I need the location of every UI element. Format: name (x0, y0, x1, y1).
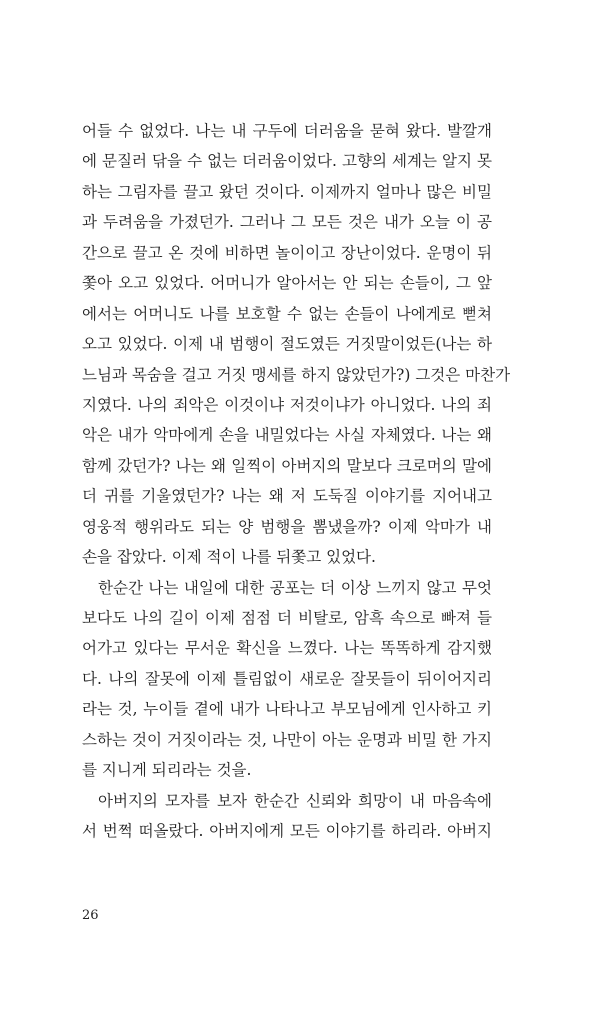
body-text (82, 116, 511, 847)
text-line: 영웅적 행위라도 되는 양 범행을 뽐냈을까? 이제 악마가 내 (82, 517, 492, 536)
text-line: 다. 나의 잘못에 이제 틀림없이 새로운 잘못들이 뒤이어지리 (82, 669, 492, 688)
text-line: 어들 수 없었다. 나는 내 구두에 더러움을 묻혀 왔다. 발깔개 (82, 122, 492, 140)
paragraph-end-line: 를 지니게 되리라는 것을. (82, 761, 252, 780)
text-line: 느님과 목숨을 걸고 거짓 맹세를 하지 않았던가?) 그것은 마찬가 (82, 365, 511, 384)
text-line: 서 번쩍 떠올랐다. 아버지에게 모든 이야기를 하리라. 아버지 (82, 822, 492, 841)
text-line: 함께 갔던가? 나는 왜 일찍이 아버지의 말보다 크로머의 말에 (82, 456, 492, 475)
text-line: 지였다. 나의 죄악은 이것이냐 저것이냐가 아니었다. 나의 죄 (82, 395, 492, 414)
text-line: 스하는 것이 거짓이라는 것, 나만이 아는 운명과 비밀 한 가지 (82, 730, 492, 749)
paragraph-start-line: 한순간 나는 내일에 대한 공포는 더 이상 느끼지 않고 무엇 (98, 578, 492, 597)
paragraph-end-line: 손을 잡았다. 이제 적이 나를 뒤쫓고 있었다. (82, 548, 376, 567)
text-line: 어가고 있다는 무서운 확신을 느꼈다. 나는 똑똑하게 감지했 (82, 639, 492, 658)
text-line: 에서는 어머니도 나를 보호할 수 없는 손들이 나에게로 뻗쳐 (82, 304, 492, 323)
text-line: 에 문질러 닦을 수 없는 더러움이었다. 고향의 세계는 알지 못 (82, 152, 492, 171)
text-line: 쫓아 오고 있었다. 어머니가 알아서는 안 되는 손들이, 그 앞 (82, 274, 492, 293)
text-line: 오고 있었다. 이제 내 범행이 절도였든 거짓말이었든(나는 하 (82, 335, 492, 354)
text-line: 보다도 나의 길이 이제 점점 더 비탈로, 암흑 속으로 빠져 들 (82, 609, 492, 627)
page-number: 26 (82, 908, 99, 923)
text-line: 과 두려움을 가졌던가. 그러나 그 모든 것은 내가 오늘 이 공 (82, 213, 492, 232)
paragraph-start-line: 아버지의 모자를 보자 한순간 신뢰와 희망이 내 마음속에 (98, 791, 492, 810)
text-line: 악은 내가 악마에게 손을 내밀었다는 사실 자체였다. 나는 왜 (82, 426, 492, 445)
text-line: 더 귀를 기울였던가? 나는 왜 저 도둑질 이야기를 지어내고 (82, 487, 492, 506)
text-line: 간으로 끌고 온 것에 비하면 놀이이고 장난이었다. 운명이 뒤 (82, 243, 492, 262)
text-line: 하는 그림자를 끌고 왔던 것이다. 이제까지 얼마나 많은 비밀 (82, 182, 492, 201)
text-line: 라는 것, 누이들 곁에 내가 나타나고 부모님에게 인사하고 키 (82, 700, 492, 719)
